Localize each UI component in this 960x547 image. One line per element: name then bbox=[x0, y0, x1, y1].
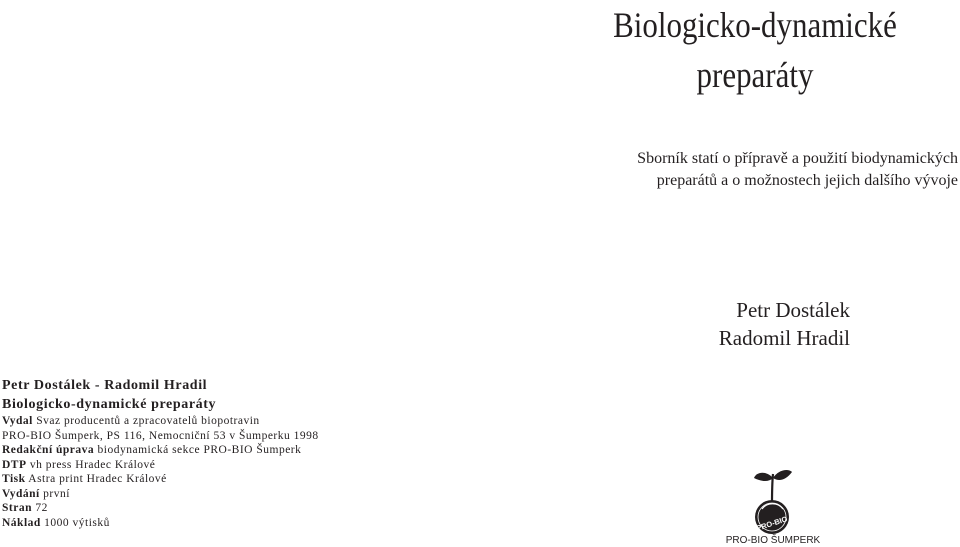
imprint-pages bbox=[2, 501, 422, 516]
print-value: Astra print Hradec Králové bbox=[28, 473, 167, 485]
imprint-edition bbox=[2, 487, 422, 502]
author-2: Radomil Hradil bbox=[718, 326, 850, 350]
run-value: 1000 výtisků bbox=[44, 516, 110, 529]
edition-value: první bbox=[43, 487, 70, 500]
publisher-value: Svaz producentů a zpracovatelů biopotravin bbox=[36, 415, 260, 427]
imprint-publisher bbox=[2, 414, 422, 429]
author-1: Petr Dostálek bbox=[736, 298, 850, 322]
title-line-2: preparáty bbox=[696, 55, 814, 95]
print-label: Tisk bbox=[2, 473, 26, 485]
edition-label: Vydání bbox=[2, 487, 40, 500]
document-title bbox=[587, 0, 922, 100]
authors-block bbox=[600, 296, 850, 352]
pages-label: Stran bbox=[2, 502, 32, 514]
imprint-print bbox=[2, 472, 422, 487]
imprint-dtp bbox=[2, 458, 422, 473]
editing-value: biodynamická sekce PRO-BIO Šumperk bbox=[97, 444, 302, 456]
subtitle-line-1: Sborník statí o přípravě a použití biodynamických bbox=[637, 150, 958, 167]
imprint-authors: Petr Dostálek - Radomil Hradil bbox=[2, 378, 208, 393]
editing-label: Redakční úprava bbox=[2, 444, 95, 456]
pages-value: 72 bbox=[35, 502, 48, 514]
publisher-label: Vydal bbox=[2, 415, 33, 427]
imprint-run bbox=[2, 516, 422, 531]
logo-badge-text: PRO-BIO bbox=[755, 514, 789, 533]
logo-caption: PRO-BIO ŠUMPERK bbox=[725, 535, 821, 546]
dtp-label: DTP bbox=[2, 458, 27, 471]
dtp-value: vh press Hradec Králové bbox=[29, 458, 156, 471]
imprint-block bbox=[2, 376, 422, 530]
run-label: Náklad bbox=[2, 516, 41, 529]
title-line-1: Biologicko-dynamické bbox=[613, 5, 897, 45]
subtitle-line-2: preparátů a o možnostech jejich dalšího vývoje bbox=[656, 172, 958, 189]
imprint-editing bbox=[2, 443, 422, 458]
document-subtitle bbox=[520, 148, 960, 192]
imprint-title: Biologicko-dynamické preparáty bbox=[2, 397, 217, 412]
imprint-address: PRO-BIO Šumperk, PS 116, Nemocniční 53 v Šumperku 1998 bbox=[2, 429, 319, 442]
